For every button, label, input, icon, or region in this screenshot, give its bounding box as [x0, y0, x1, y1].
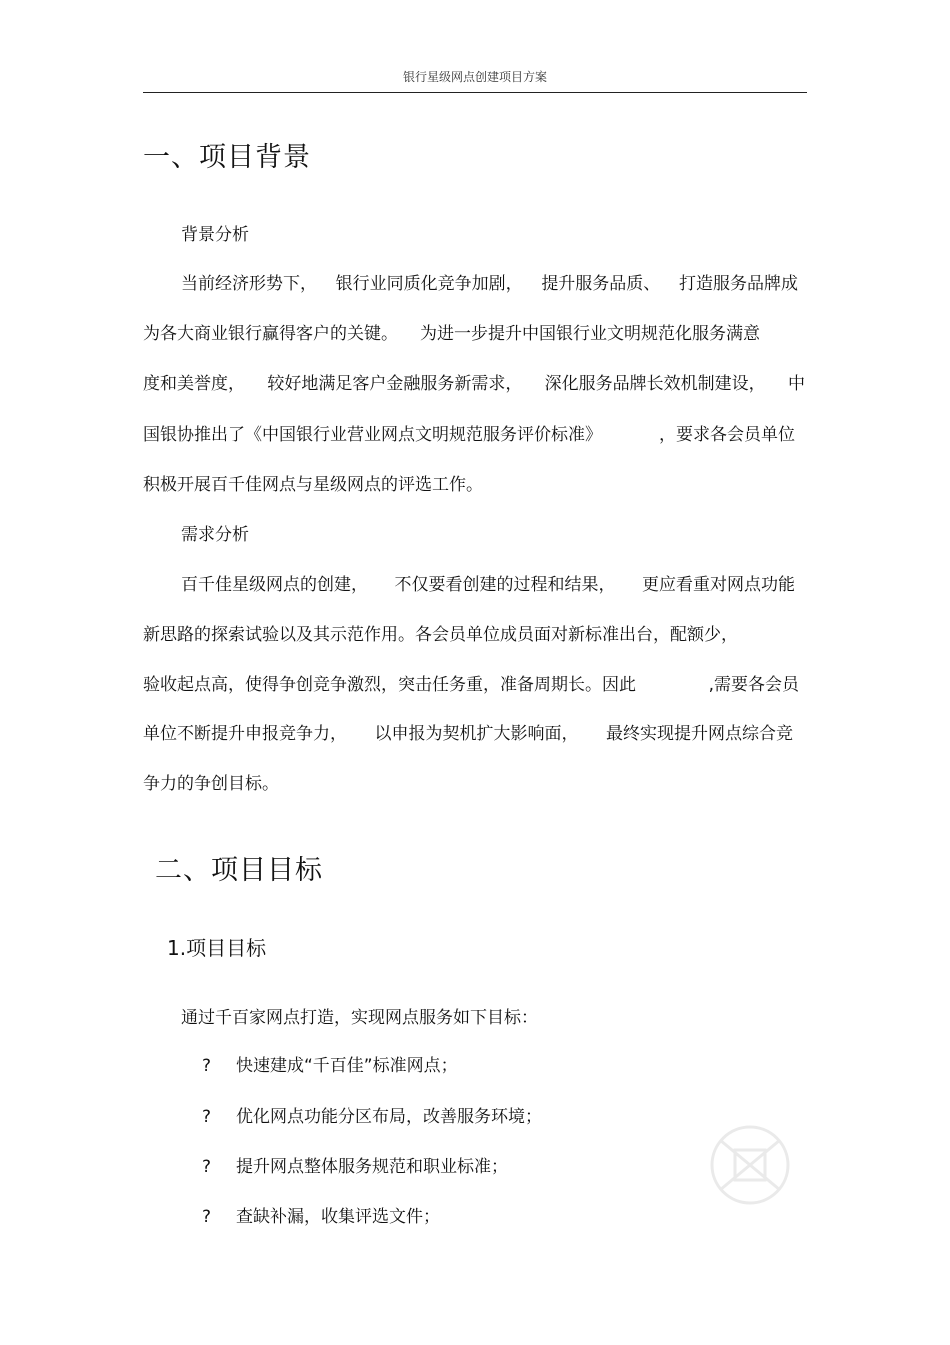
demand-line-3: 验收起点高，使得争创竞争激烈，突击任务重，准备周期长。因此 ,需要各会员 [143, 675, 799, 695]
demand-label: 需求分析 [181, 525, 249, 545]
section1-heading: 一、项目背景 [143, 142, 311, 173]
goal-item-2: ? 优化网点功能分区布局，改善服务环境； [202, 1107, 542, 1127]
goal-item-1: ? 快速建成“千百佳”标准网点； [202, 1056, 458, 1076]
section2-subheading: 1.项目目标 [167, 936, 267, 960]
demand-line-5: 争力的争创目标。 [143, 774, 279, 794]
section2-heading: 二、项目目标 [155, 855, 323, 886]
background-line-4: 国银协推出了《中国银行业营业网点文明规范服务评价标准》 ，要求各会员单位 [143, 425, 795, 445]
bullet-mark: ? [202, 1157, 212, 1177]
demand-line-2: 新思路的探索试验以及其示范作用。各会员单位成员面对新标准出台，配额少， [143, 625, 738, 645]
background-line-2: 为各大商业银行赢得客户的关键。 为进一步提升中国银行业文明规范化服务满意 [143, 324, 760, 344]
goal-item-4: ? 查缺补漏，收集评选文件； [202, 1207, 440, 1227]
demand-line-4: 单位不断提升申报竞争力， 以申报为契机扩大影响面， 最终实现提升网点综合竞 [143, 724, 793, 744]
background-line-3: 度和美誉度， 较好地满足客户金融服务新需求， 深化服务品牌长效机制建设， 中 [143, 374, 805, 394]
demand-line-1: 百千佳星级网点的创建， 不仅要看创建的过程和结果， 更应看重对网点功能 [181, 575, 795, 595]
background-label: 背景分析 [181, 225, 249, 245]
bullet-mark: ? [202, 1056, 212, 1076]
header-title: 银行星级网点创建项目方案 [402, 70, 547, 84]
page-header [143, 66, 807, 93]
watermark-graphic [700, 1110, 800, 1220]
background-line-5: 积极开展百千佳网点与星级网点的评选工作。 [143, 475, 483, 495]
bullet-mark: ? [202, 1207, 212, 1227]
goal-item-3: ? 提升网点整体服务规范和职业标准； [202, 1157, 508, 1177]
goals-intro: 通过千百家网点打造，实现网点服务如下目标： [181, 1008, 538, 1028]
background-line-1: 当前经济形势下， 银行业同质化竞争加剧， 提升服务品质、 打造服务品牌成 [181, 274, 798, 294]
bullet-mark: ? [202, 1107, 212, 1127]
